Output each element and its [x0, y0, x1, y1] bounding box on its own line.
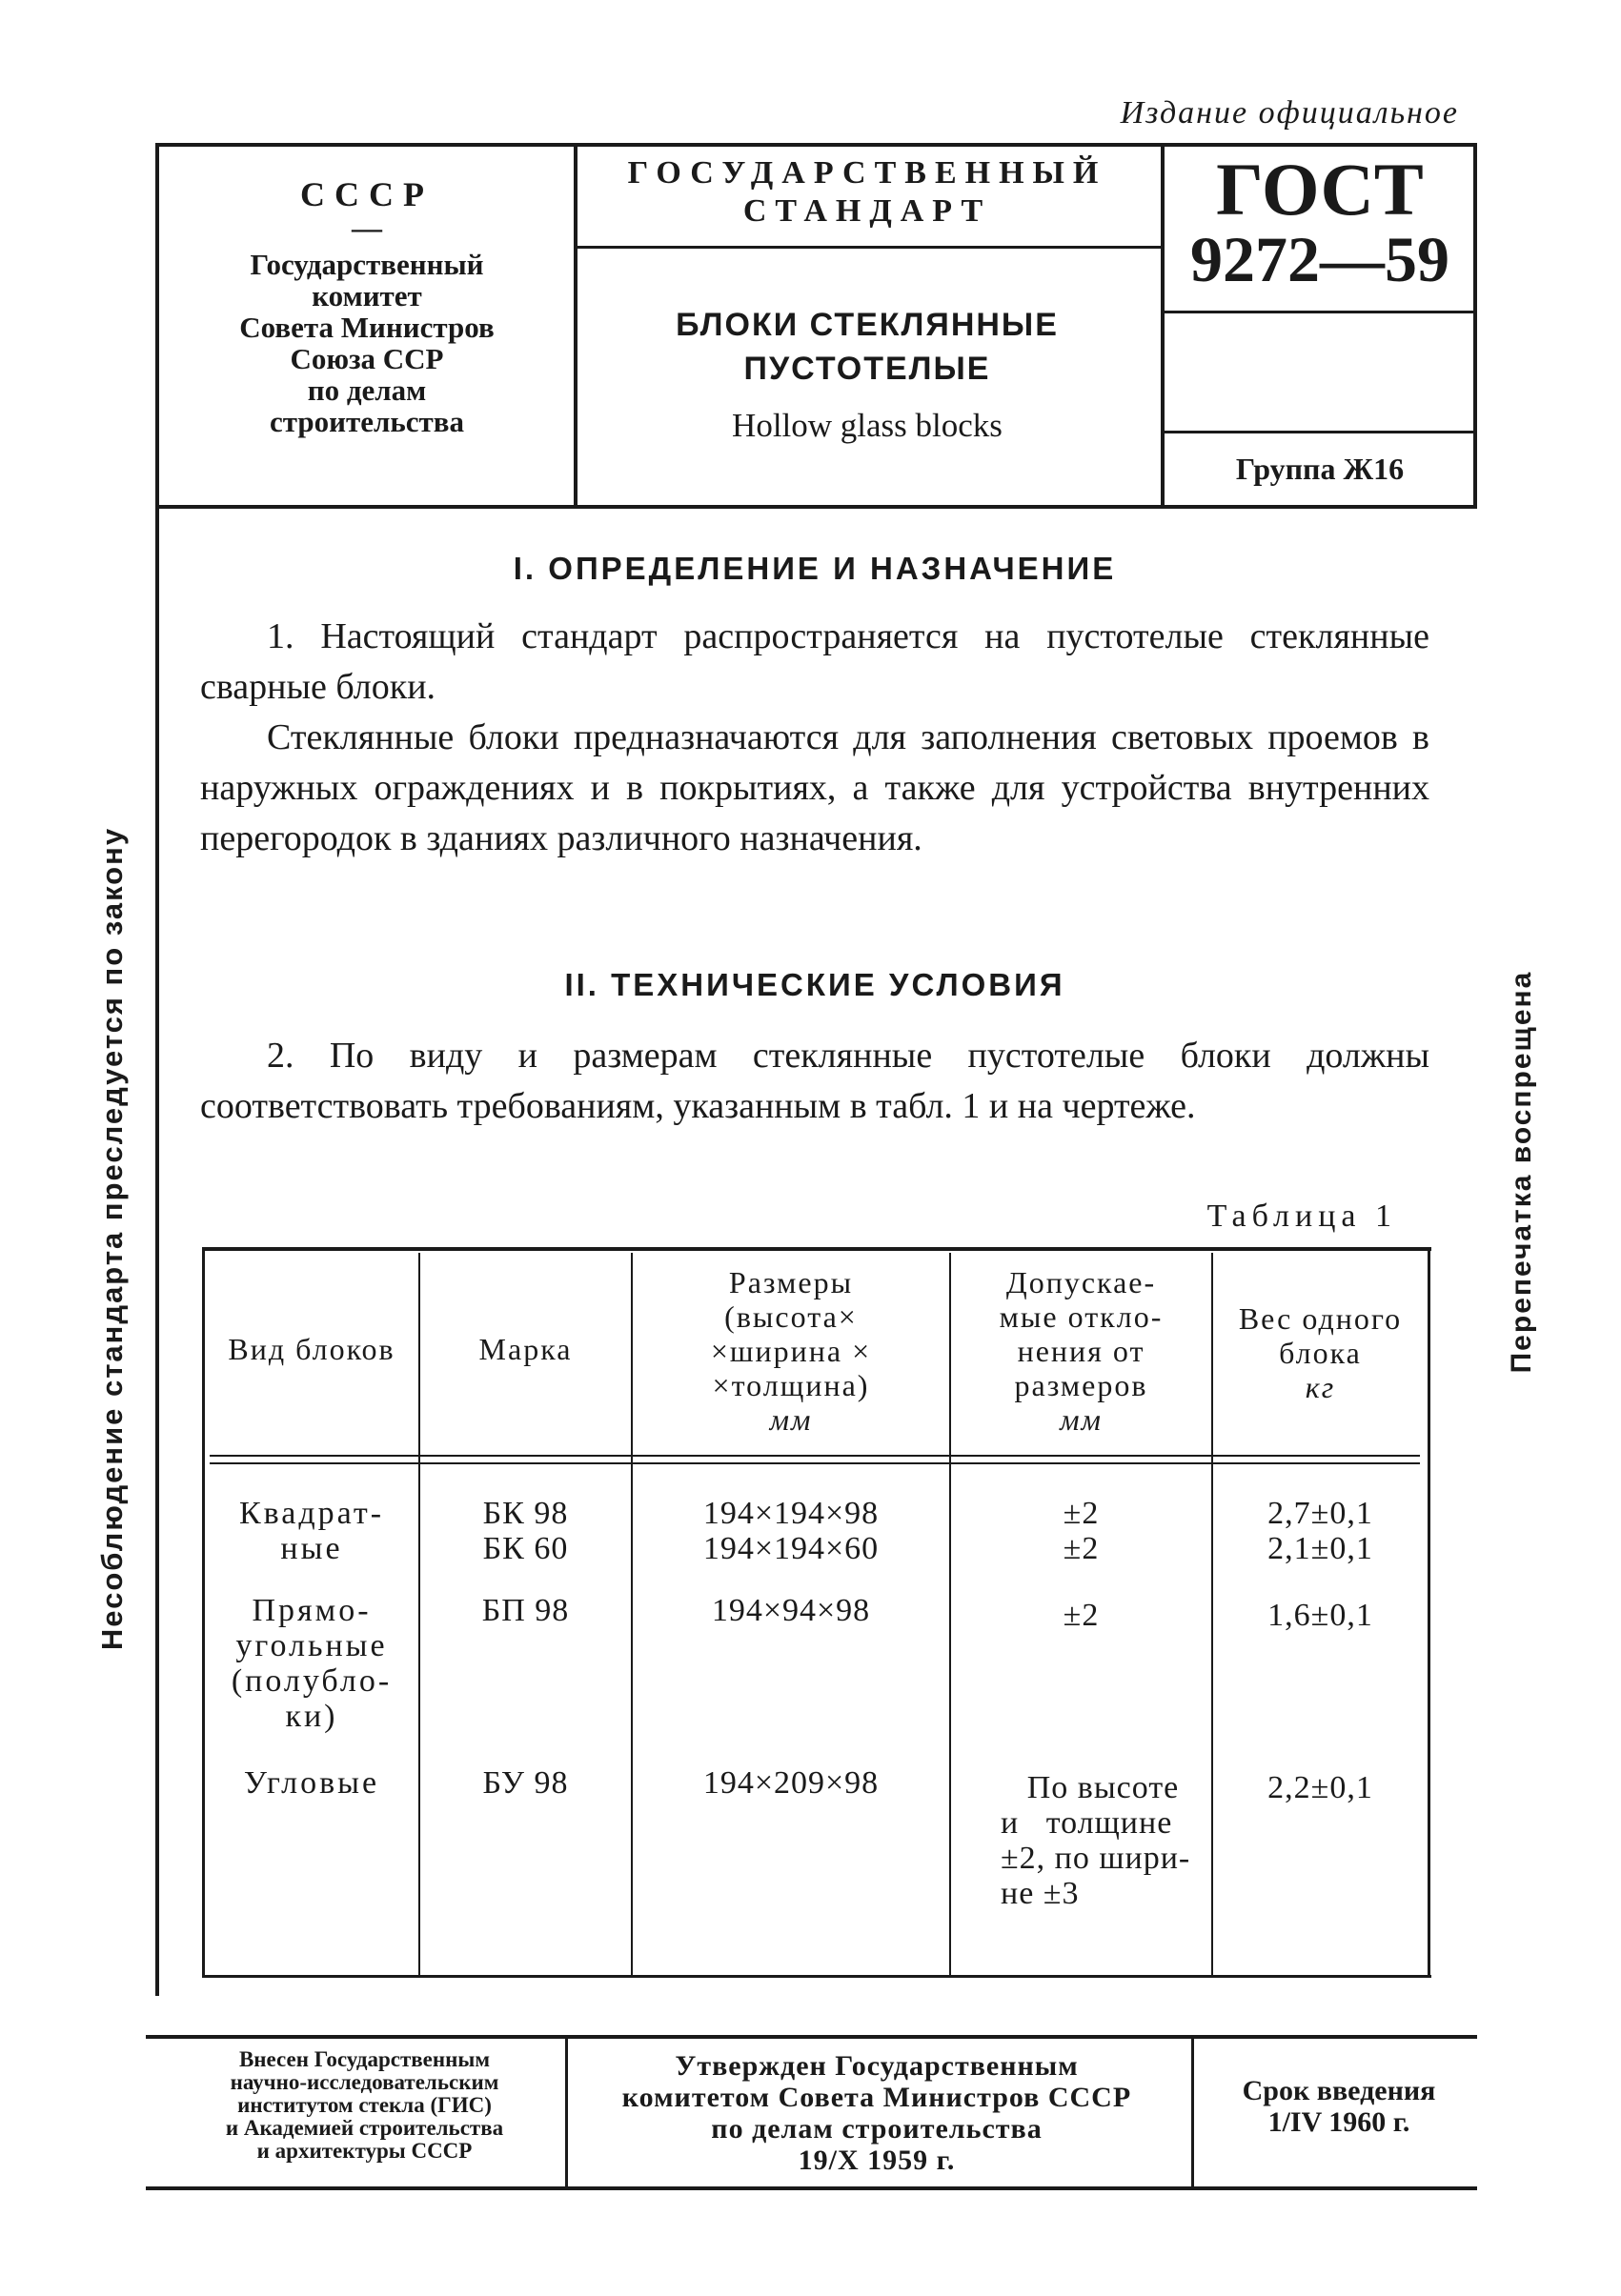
side-note-left: Несоблюдение стандарта преследуется по закону [95, 826, 129, 1651]
table-cell-deviation: ±2 ±2 [1063, 1496, 1100, 1566]
table-cell-deviation: По высоте и толщине ±2, по шири- не ±3 [1001, 1770, 1191, 1911]
table-cell-size: 194×194×98 194×194×60 [702, 1496, 880, 1566]
standard-type [581, 154, 1153, 231]
country-dash: — [352, 211, 382, 245]
side-note-right: Перепечатка воспрещена [1506, 970, 1537, 1374]
table-header-rule-1 [210, 1455, 1420, 1457]
document-title [581, 303, 1153, 391]
footer-divider-1 [565, 2039, 568, 2186]
header-dev-line: размеров [1014, 1368, 1148, 1402]
footer-bottom-rule [146, 2186, 1477, 2190]
table-cell-type: Прямо- угольные (полубло- ки) [231, 1593, 393, 1734]
table-caption: Таблица 1 [1206, 1198, 1397, 1234]
section-1-paragraph-1: 1. Настоящий стандарт распространяется на пустотелые стеклянные сварные блоки. [200, 616, 1429, 707]
effective-date: Срок введения 1/IV 1960 г. [1242, 2075, 1436, 2138]
table-cell-type: Квадрат- ные [238, 1496, 385, 1566]
header-weight-unit: кг [1305, 1370, 1336, 1404]
section-2-title: II. ТЕХНИЧЕСКИЕ УСЛОВИЯ [564, 967, 1065, 1002]
header-top-rule [155, 143, 1477, 147]
header-right-rule-2 [1165, 431, 1473, 433]
country-label: СССР [300, 175, 434, 213]
document-title-en: Hollow glass blocks [732, 407, 1003, 444]
header-bottom-rule [155, 505, 1477, 509]
table-right-edge [1428, 1247, 1430, 1978]
header-mark: Марка [478, 1332, 573, 1366]
header-size-line: ×толщина) [712, 1368, 870, 1402]
section-2-paragraph-1: 2. По виду и размерам стеклянные пустотелые блоки должны соответствовать требованиям, указанным в табл. 1 и на чертеже. [200, 1036, 1429, 1126]
header-type: Вид блоков [228, 1332, 395, 1366]
submitted-by: Внесен Государственным научно-исследовательским институтом стекла (ГИС) и Академией строительства и архитектуры СССР [225, 2047, 504, 2163]
committee-line: по делам [307, 373, 427, 407]
table-cell-weight: 1,6±0,1 [1267, 1598, 1373, 1633]
header-dev-unit: мм [1060, 1402, 1103, 1437]
title-line: ПУСТОТЕЛЫЕ [743, 351, 991, 387]
table-cell-size: 194×94×98 [711, 1593, 871, 1628]
header-dev-line: мые откло- [999, 1299, 1164, 1334]
header-dev-line: Допускае- [1005, 1265, 1157, 1299]
header-size-line: ×ширина × [710, 1334, 872, 1368]
committee-line: Союза ССР [290, 342, 444, 375]
header-right-edge [1473, 143, 1477, 509]
header-size-unit: мм [769, 1402, 813, 1437]
table-cell-weight: 2,7±0,1 2,1±0,1 [1267, 1496, 1373, 1566]
committee-line: Государственный [250, 248, 484, 281]
table-cell-weight: 2,2±0,1 [1267, 1770, 1373, 1805]
footer-top-rule [146, 2035, 1477, 2039]
gost-label: ГОСТ [1216, 148, 1424, 231]
committee-line: строительства [270, 405, 464, 438]
section-1-paragraph-2: Стеклянные блоки предназначаются для заполнения световых проемов в наружных ограждениях и в покрытиях, а также для устройства внутренних перегородок в зданиях различного назначения. [200, 717, 1429, 858]
table-bottom-rule [202, 1975, 1431, 1978]
table-cell-size: 194×209×98 [702, 1765, 880, 1801]
header-right-rule-1 [1165, 311, 1473, 313]
header-weight-line: блока [1279, 1336, 1362, 1370]
header-weight-line: Вес одного [1238, 1301, 1403, 1336]
edition-note: Издание официальное [1120, 95, 1459, 131]
header-size [633, 1265, 949, 1437]
standard-type-line: ГОСУДАРСТВЕННЫЙ [627, 155, 1107, 191]
header-deviation [951, 1265, 1211, 1437]
approved-by: Утвержден Государственным комитетом Совета Министров СССР по делам строительства 19/X 1959 г. [621, 2050, 1132, 2176]
section-1-title: I. ОПРЕДЕЛЕНИЕ И НАЗНАЧЕНИЕ [513, 551, 1117, 586]
table-cell-deviation: ±2 [1063, 1598, 1100, 1633]
gost-number: 9272—59 [1190, 223, 1449, 295]
header-mid-rule [577, 246, 1161, 249]
standard-type-line: СТАНДАРТ [742, 193, 992, 229]
table-cell-type: Угловые [243, 1765, 380, 1801]
header-dev-line: нения от [1017, 1334, 1145, 1368]
footer-divider-2 [1191, 2039, 1194, 2186]
committee-line: комитет [312, 279, 422, 312]
header-divider-2 [1161, 143, 1165, 509]
header-size-line: Размеры [728, 1265, 854, 1299]
table-cell-mark: БУ 98 [482, 1765, 569, 1801]
table-top-rule [202, 1247, 1431, 1251]
table-cell-mark: БК 98 БК 60 [482, 1496, 569, 1566]
header-divider-1 [574, 143, 577, 509]
group-code: Группа Ж16 [1235, 452, 1405, 486]
committee-line: Совета Министров [239, 311, 495, 344]
title-line: БЛОКИ СТЕКЛЯННЫЕ [676, 307, 1059, 343]
header-size-line: (высота× [724, 1299, 858, 1334]
header-weight [1213, 1301, 1428, 1404]
issuing-authority [162, 175, 572, 438]
table-cell-mark: БП 98 [481, 1593, 570, 1628]
table-header-rule-2 [210, 1462, 1420, 1464]
left-frame-line [155, 143, 159, 1996]
